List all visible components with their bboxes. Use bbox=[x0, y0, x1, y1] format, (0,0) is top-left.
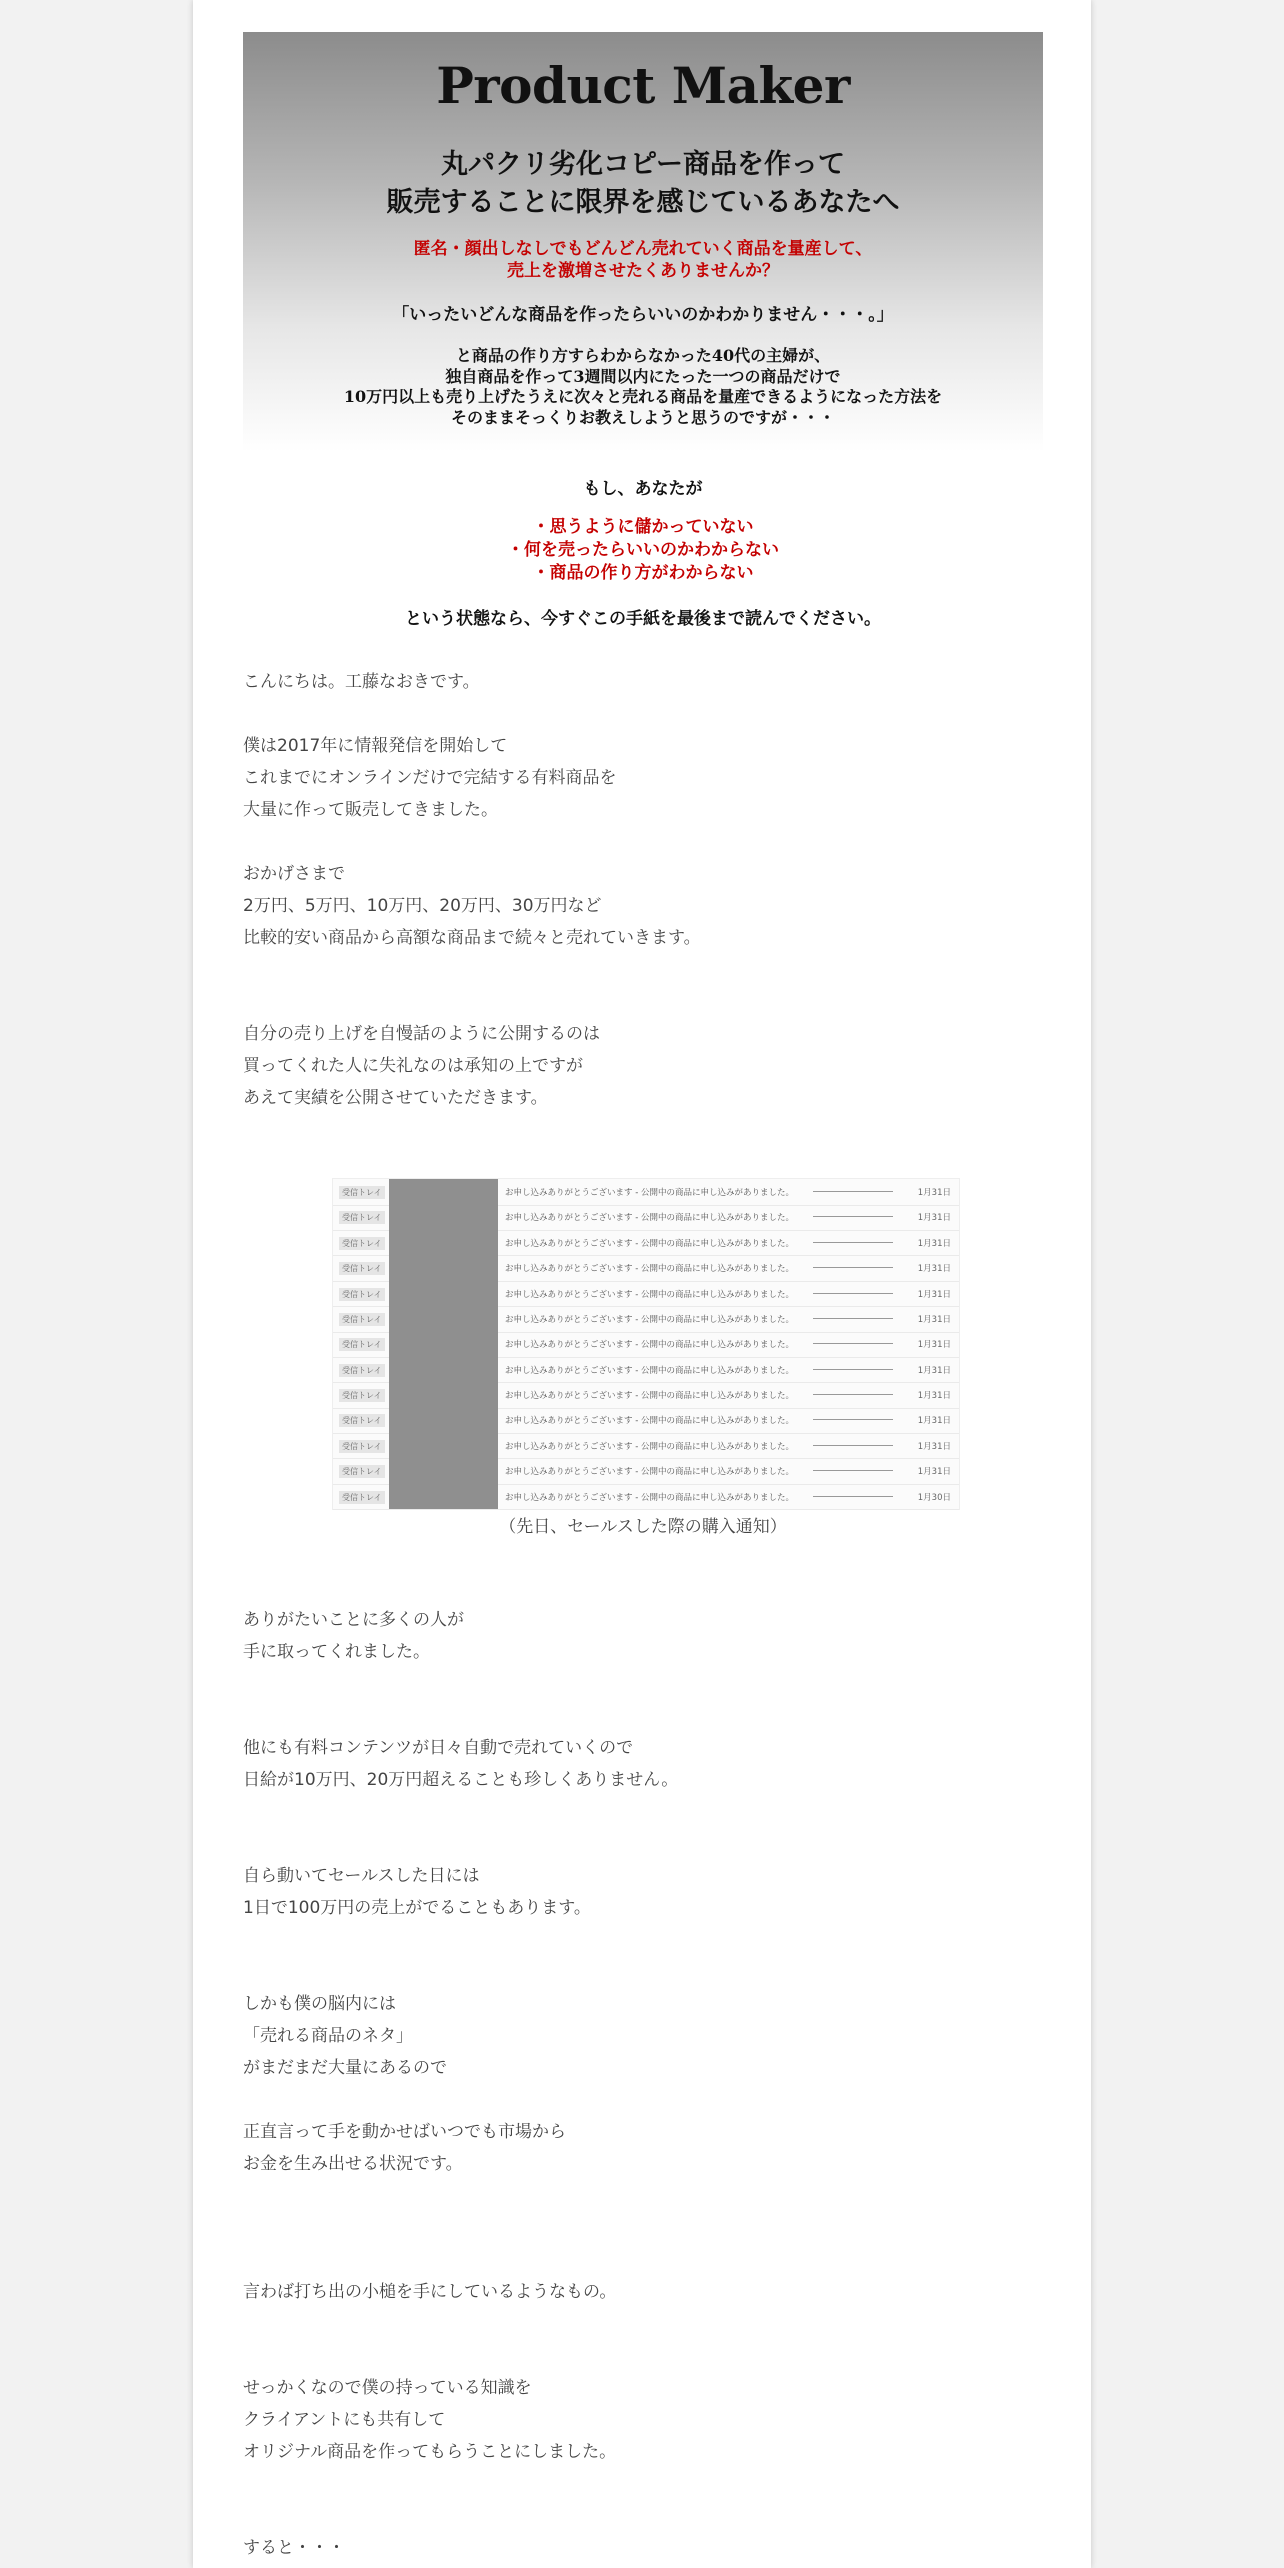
inbox-tag: 受信トレイ bbox=[339, 1211, 385, 1224]
paragraph bbox=[243, 730, 1043, 826]
notification-subject: お申し込みありがとうございます - 公開中の商品に申し込みがありました。 bbox=[505, 1264, 794, 1275]
notification-subject: お申し込みありがとうございます - 公開中の商品に申し込みがありました。 bbox=[505, 1391, 794, 1402]
inbox-tag: 受信トレイ bbox=[339, 1288, 385, 1301]
screenshot-caption: （先日、セールスした際の購入通知） bbox=[499, 1517, 787, 1537]
paragraph-line: 大量に作って販売してきました。 bbox=[243, 800, 498, 820]
paragraph-line: 手に取ってくれました。 bbox=[243, 1642, 430, 1662]
sender-redaction-line bbox=[813, 1343, 893, 1344]
inbox-tag: 受信トレイ bbox=[339, 1414, 385, 1427]
sender-redaction-block bbox=[389, 1179, 498, 1509]
paragraph bbox=[243, 1018, 1043, 1114]
notification-date: 1月31日 bbox=[917, 1416, 951, 1427]
sales-letter-page bbox=[193, 0, 1091, 2568]
notification-subject: お申し込みありがとうございます - 公開中の商品に申し込みがありました。 bbox=[505, 1441, 794, 1452]
paragraph-line: 2万円、5万円、10万円、20万円、30万円など bbox=[243, 896, 602, 916]
notification-subject: お申し込みありがとうございます - 公開中の商品に申し込みがありました。 bbox=[505, 1492, 794, 1503]
paragraph-line: 比較的安い商品から高額な商品まで続々と売れていきます。 bbox=[243, 928, 701, 948]
story-line: 10万円以上も売り上げたうえに次々と売れる商品を量産できるようになった方法を bbox=[343, 387, 943, 406]
subheadline-line: 匿名・顔出しなしでもどんどん売れていく商品を量産して、 bbox=[413, 239, 873, 259]
paragraph-line: あえて実績を公開させていただきます。 bbox=[243, 1088, 548, 1108]
notification-date: 1月31日 bbox=[917, 1467, 951, 1478]
inbox-tag: 受信トレイ bbox=[339, 1338, 385, 1351]
sender-redaction-line bbox=[813, 1318, 893, 1319]
sender-redaction-line bbox=[813, 1267, 893, 1268]
notification-subject: お申し込みありがとうございます - 公開中の商品に申し込みがありました。 bbox=[505, 1365, 794, 1376]
paragraph bbox=[243, 2372, 1043, 2468]
sender-redaction-line bbox=[813, 1445, 893, 1446]
sender-redaction-line bbox=[813, 1216, 893, 1217]
paragraph-line: 正直言って手を動かせばいつでも市場から bbox=[243, 2122, 566, 2142]
paragraph-line: クライアントにも共有して bbox=[243, 2410, 446, 2430]
hero-subheadline bbox=[243, 238, 1043, 282]
story-line: と商品の作り方すらわからなかった40代の主婦が、 bbox=[455, 346, 831, 365]
notification-date: 1月31日 bbox=[917, 1441, 951, 1452]
sender-redaction-line bbox=[813, 1369, 893, 1370]
paragraph-line: 日給が10万円、20万円超えることも珍しくありません。 bbox=[243, 1770, 679, 1790]
notification-date: 1月31日 bbox=[917, 1314, 951, 1325]
paragraph bbox=[243, 1988, 1043, 2084]
sender-redaction-line bbox=[813, 1242, 893, 1243]
purchase-notification-screenshot bbox=[332, 1178, 960, 1510]
if-you-heading: もし、あなたが bbox=[583, 479, 703, 499]
inbox-tag: 受信トレイ bbox=[339, 1186, 385, 1199]
paragraph bbox=[243, 858, 1043, 954]
paragraph-line: しかも僕の脳内には bbox=[243, 1994, 396, 2014]
subheadline-line: 売上を激増させたくありませんか？ bbox=[507, 261, 779, 281]
notification-subject: お申し込みありがとうございます - 公開中の商品に申し込みがありました。 bbox=[505, 1314, 794, 1325]
paragraph-line: せっかくなので僕の持っている知識を bbox=[243, 2378, 532, 2398]
notification-subject: お申し込みありがとうございます - 公開中の商品に申し込みがありました。 bbox=[505, 1416, 794, 1427]
sender-redaction-line bbox=[813, 1293, 893, 1294]
paragraph-line: すると・・・ bbox=[243, 2538, 345, 2558]
bullet-item: ・何を売ったらいいのかわからない bbox=[507, 540, 779, 560]
paragraph-line: 自分の売り上げを自慢話のように公開するのは bbox=[243, 1024, 600, 1044]
notification-subject: お申し込みありがとうございます - 公開中の商品に申し込みがありました。 bbox=[505, 1238, 794, 1249]
inbox-tag: 受信トレイ bbox=[339, 1262, 385, 1275]
bullet-item: ・商品の作り方がわからない bbox=[532, 563, 754, 583]
story-line: そのままそっくりお教えしようと思うのですが・・・ bbox=[450, 407, 835, 427]
notification-subject: お申し込みありがとうございます - 公開中の商品に申し込みがありました。 bbox=[505, 1340, 794, 1351]
hero-quote: 「いったいどんな商品を作ったらいいのかわかりません・・・。」 bbox=[392, 305, 894, 325]
paragraph-line: ありがたいことに多くの人が bbox=[243, 1610, 464, 1630]
paragraph-line: 1日で100万円の売上がでることもあります。 bbox=[243, 1898, 591, 1918]
inbox-tag: 受信トレイ bbox=[339, 1237, 385, 1250]
paragraph bbox=[243, 1860, 1043, 1924]
paragraph bbox=[243, 666, 1043, 698]
notification-date: 1月31日 bbox=[917, 1365, 951, 1376]
notification-date: 1月31日 bbox=[917, 1340, 951, 1351]
paragraph bbox=[243, 1732, 1043, 1796]
paragraph-line: 言わば打ち出の小槌を手にしているようなもの。 bbox=[243, 2282, 617, 2302]
paragraph-line: オリジナル商品を作ってもらうことにしました。 bbox=[243, 2442, 617, 2462]
bullet-item: ・思うように儲かっていない bbox=[532, 517, 754, 537]
notification-date: 1月31日 bbox=[917, 1188, 951, 1198]
paragraph-line: 僕は2017年に情報発信を開始して bbox=[243, 736, 508, 756]
paragraph-line: がまだまだ大量にあるので bbox=[243, 2058, 447, 2078]
notification-subject: お申し込みありがとうございます - 公開中の商品に申し込みがありました。 bbox=[505, 1188, 794, 1198]
read-cta: という状態なら、今すぐこの手紙を最後まで読んでください。 bbox=[405, 609, 881, 629]
inbox-tag: 受信トレイ bbox=[339, 1313, 385, 1326]
notification-date: 1月31日 bbox=[917, 1289, 951, 1300]
paragraph-line: これまでにオンラインだけで完結する有料商品を bbox=[243, 768, 617, 788]
inbox-tag: 受信トレイ bbox=[339, 1389, 385, 1402]
paragraph-line: お金を生み出せる状況です。 bbox=[243, 2154, 463, 2174]
hero-headline bbox=[243, 146, 1043, 222]
headline-line: 販売することに限界を感じているあなたへ bbox=[386, 187, 900, 218]
paragraph-line: おかげさまで bbox=[243, 864, 345, 884]
paragraph-line: 自ら動いてセールスした日には bbox=[243, 1866, 480, 1886]
inbox-tag: 受信トレイ bbox=[339, 1465, 385, 1478]
sender-redaction-line bbox=[813, 1191, 893, 1192]
notification-subject: お申し込みありがとうございます - 公開中の商品に申し込みがありました。 bbox=[505, 1289, 794, 1300]
inbox-tag: 受信トレイ bbox=[339, 1491, 385, 1504]
sender-redaction-line bbox=[813, 1496, 893, 1497]
sender-redaction-line bbox=[813, 1470, 893, 1471]
paragraph bbox=[243, 2276, 1043, 2308]
product-title: Product Maker bbox=[436, 56, 850, 115]
notification-date: 1月31日 bbox=[917, 1213, 951, 1224]
paragraph-line: こんにちは。工藤なおきです。 bbox=[243, 672, 480, 692]
problem-bullets bbox=[243, 516, 1043, 585]
paragraph-line: 他にも有料コンテンツが日々自動で売れていくので bbox=[243, 1738, 634, 1758]
paragraph-line: 「売れる商品のネタ」 bbox=[243, 2026, 413, 2046]
notification-date: 1月31日 bbox=[917, 1264, 951, 1275]
notification-date: 1月31日 bbox=[917, 1238, 951, 1249]
notification-subject: お申し込みありがとうございます - 公開中の商品に申し込みがありました。 bbox=[505, 1467, 794, 1478]
paragraph bbox=[243, 2116, 1043, 2180]
inbox-tag: 受信トレイ bbox=[339, 1440, 385, 1453]
paragraph bbox=[243, 2532, 1043, 2564]
story-line: 独自商品を作って3週間以内にたった一つの商品だけで bbox=[445, 366, 841, 386]
sender-redaction-line bbox=[813, 1394, 893, 1395]
inbox-tag: 受信トレイ bbox=[339, 1364, 385, 1377]
sender-redaction-line bbox=[813, 1419, 893, 1420]
hero-story bbox=[243, 346, 1043, 428]
notification-date: 1月31日 bbox=[917, 1391, 951, 1402]
paragraph-line: 買ってくれた人に失礼なのは承知の上ですが bbox=[243, 1056, 583, 1076]
notification-subject: お申し込みありがとうございます - 公開中の商品に申し込みがありました。 bbox=[505, 1213, 794, 1224]
paragraph bbox=[243, 1604, 1043, 1668]
headline-line: 丸パクリ劣化コピー商品を作って bbox=[441, 149, 845, 180]
notification-date: 1月30日 bbox=[917, 1492, 951, 1503]
